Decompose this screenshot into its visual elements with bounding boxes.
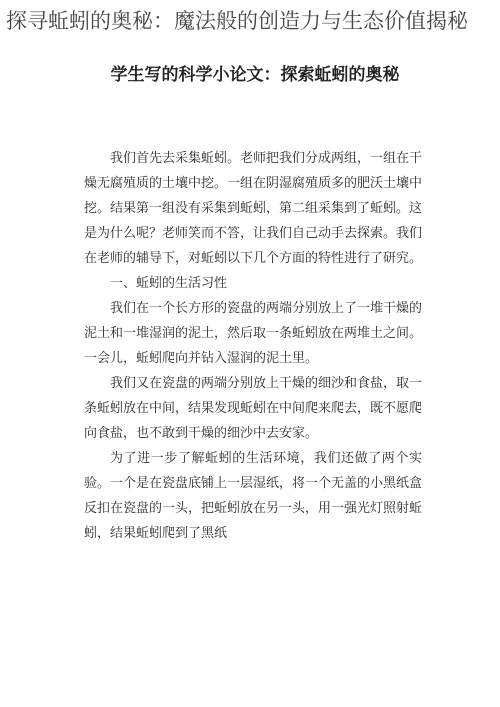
paragraph-intro: 我们首先去采集蚯蚓。老师把我们分成两组，一组在干燥无腐殖质的土壤中挖。一组在阴湿腐殖质多的肥沃土壤中挖。结果第一组没有采集到蚯蚓，第二组采集到了蚯蚓。这是为什么呢？老师笑而不答，让我们自己动手去探索。我们在老师的辅导下，对蚯蚓以下几个方面的特性进行了研究。 [84, 151, 423, 266]
paragraph-moist-soil-experiment: 我们在一个长方形的瓷盘的两端分别放上了一堆干燥的泥土和一堆湿润的泥土，然后取一条蚯蚓放在两堆土之间。一会儿，蚯蚓爬向并钻入湿润的泥土里。 [84, 301, 423, 366]
article-title: 学生写的科学小论文：探索蚯蚓的奥秘 [110, 65, 400, 85]
paragraph-light-experiment: 为了进一步了解蚯蚓的生活环境，我们还做了两个实验。一个是在瓷盘底铺上一层湿纸，将一个无盖的小黑纸盒反扣在瓷盘的一头，把蚯蚓放在另一头，用一强光灯照射蚯蚓，结果蚯蚓爬到了黑纸 [84, 451, 423, 541]
section-heading-living-habits: 一、蚯蚓的生活习性 [110, 276, 228, 291]
page-title: 探寻蚯蚓的奥秘：魔法般的创造力与生态价值揭秘 [6, 9, 468, 33]
paragraph-sand-salt-experiment: 我们又在瓷盘的两端分别放上干燥的细沙和食盐，取一条蚯蚓放在中间，结果发现蚯蚓在中间爬来爬去，既不愿爬向食盐，也不敢到干燥的细沙中去安家。 [84, 376, 423, 441]
article-body [84, 146, 422, 546]
